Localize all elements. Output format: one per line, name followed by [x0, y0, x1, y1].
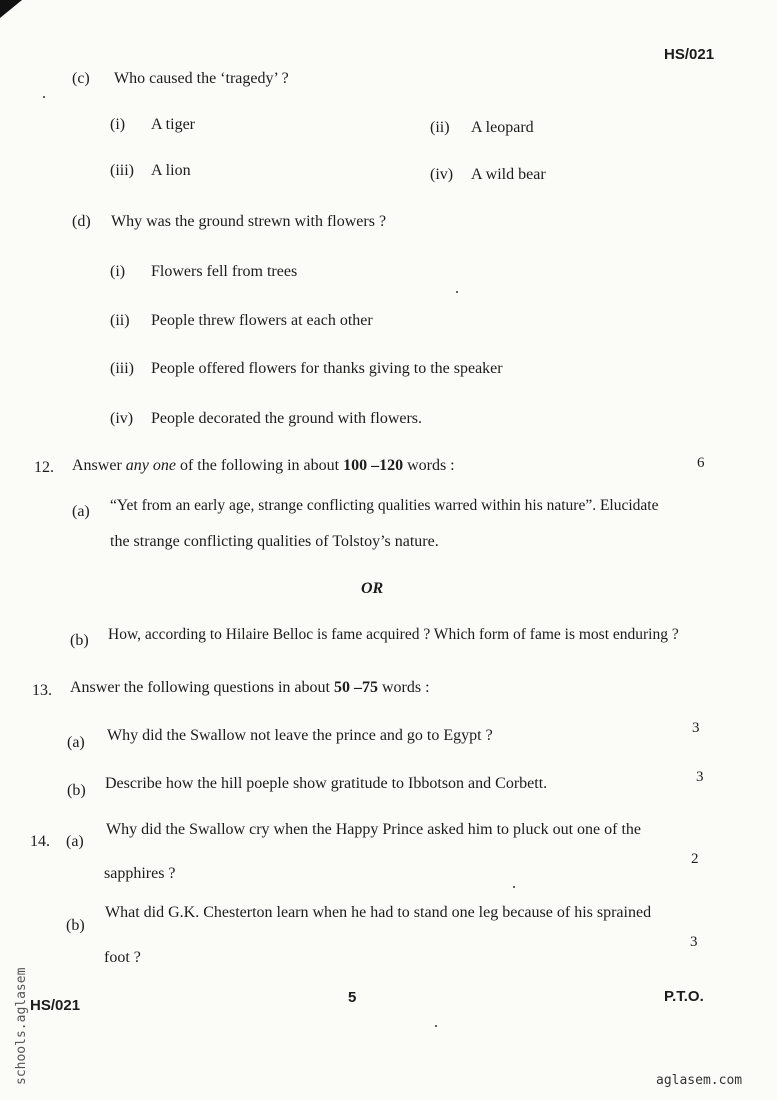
q11d-question: Why was the ground strewn with flowers ?: [111, 213, 387, 230]
q11c-opt2-num: (ii): [430, 119, 450, 136]
q12-number: 12.: [34, 459, 54, 476]
q11c-opt4-num: (iv): [430, 166, 454, 183]
q11d-opt2-text: People threw flowers at each other: [151, 312, 373, 329]
scan-speck: [43, 96, 45, 98]
scan-speck: [513, 886, 515, 888]
q14a-label: (a): [66, 833, 84, 850]
q13b-marks: 3: [696, 769, 704, 785]
pto-label: P.T.O.: [664, 988, 704, 1005]
q14b-line2: foot ?: [104, 949, 141, 966]
footer-code: HS/021: [30, 997, 81, 1014]
scan-speck: [456, 291, 458, 293]
q11d-opt3-text: People offered flowers for thanks giving to the speaker: [151, 360, 503, 377]
q11c-opt4-text: A wild bear: [471, 166, 546, 183]
q11d-opt2-num: (ii): [110, 312, 130, 329]
q11d-opt4-text: People decorated the ground with flowers.: [151, 410, 423, 427]
q13a-label: (a): [67, 734, 85, 751]
q14b-line1: What did G.K. Chesterton learn when he had to stand one leg because of his sprained: [105, 904, 652, 921]
q12-instruction: Answer any one of the following in about 100 –120 words :: [72, 457, 455, 474]
q12a-line2: the strange conflicting qualities of Tolstoy’s nature.: [110, 533, 439, 550]
q14a-marks: 2: [691, 851, 699, 867]
q14-number: 14.: [30, 833, 50, 850]
q12a-line1: “Yet from an early age, strange conflicting qualities warred within his nature”. Elucidate: [110, 497, 659, 514]
q11d-opt4-num: (iv): [110, 410, 134, 427]
q11d-opt1-text: Flowers fell from trees: [151, 263, 298, 280]
q11c-opt1-text: A tiger: [151, 116, 195, 133]
q11c-label: (c): [72, 70, 90, 87]
q12-marks: 6: [697, 455, 705, 471]
q14b-marks: 3: [690, 934, 698, 950]
q13-instruction: Answer the following questions in about 50 –75 words :: [70, 679, 430, 696]
q13-number: 13.: [32, 682, 52, 699]
q11c-opt3-text: A lion: [151, 162, 191, 179]
header-code: HS/021: [664, 46, 715, 63]
q14a-line2: sapphires ?: [104, 865, 176, 882]
q13a-marks: 3: [692, 720, 700, 736]
q12b-question: How, according to Hilaire Belloc is fame acquired ? Which form of fame is most enduring ?: [108, 626, 679, 643]
corner-mark: [0, 0, 22, 18]
q11d-opt3-num: (iii): [110, 360, 134, 377]
bottom-watermark: aglasem.com: [656, 1073, 743, 1088]
q11d-label: (d): [72, 213, 91, 230]
q11c-opt3-num: (iii): [110, 162, 134, 179]
q12b-label: (b): [70, 632, 89, 649]
scan-speck: [435, 1025, 437, 1027]
q14a-line1: Why did the Swallow cry when the Happy Prince asked him to pluck out one of the: [106, 821, 641, 838]
q13b-label: (b): [67, 782, 86, 799]
or-separator: OR: [361, 580, 384, 597]
page-number: 5: [348, 989, 357, 1006]
q11c-opt1-num: (i): [110, 116, 126, 133]
q14b-label: (b): [66, 917, 85, 934]
q11c-question: Who caused the ‘tragedy’ ?: [114, 70, 289, 87]
q11d-opt1-num: (i): [110, 263, 126, 280]
q11c-opt2-text: A leopard: [471, 119, 534, 136]
side-watermark: schools.aglasem: [14, 967, 29, 1085]
q12a-label: (a): [72, 503, 90, 520]
q13a-question: Why did the Swallow not leave the prince and go to Egypt ?: [107, 727, 493, 744]
q13b-question: Describe how the hill poeple show gratitude to Ibbotson and Corbett.: [105, 775, 548, 792]
